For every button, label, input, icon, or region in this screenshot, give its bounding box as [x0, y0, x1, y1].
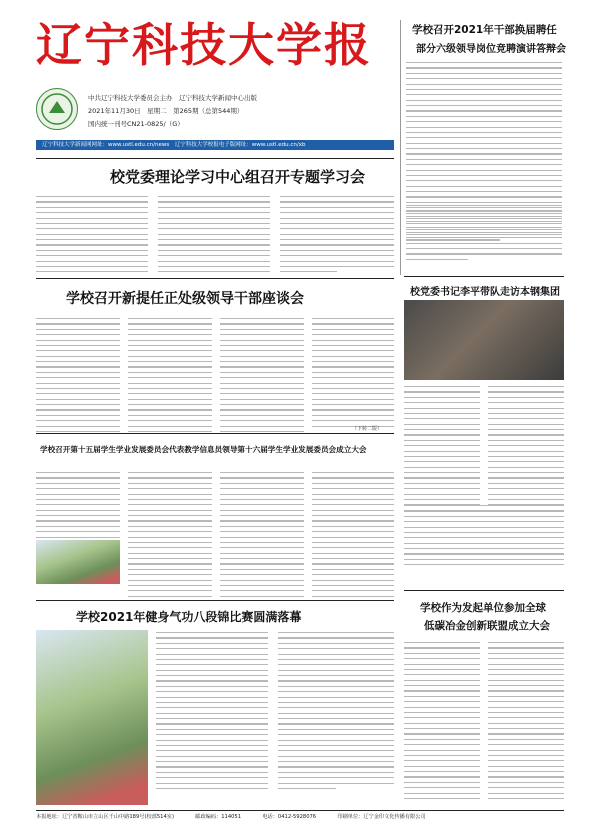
- congress-body-col-2: [128, 472, 212, 601]
- continued-note: （下转二版）: [352, 426, 383, 432]
- steel-body-col-2: [488, 386, 564, 515]
- rule: [36, 158, 394, 159]
- qigong-body-col-2: [278, 632, 394, 793]
- right-body-lower: [404, 505, 564, 570]
- congress-body-col-4: [312, 472, 394, 601]
- steel-body-col-1: [404, 386, 480, 515]
- cadres-body-col-1: [36, 318, 120, 436]
- congress-body-col-1: [36, 472, 120, 547]
- congress-body-col-3: [220, 472, 304, 601]
- footer-address: 本报地址：辽宁省鞍山市立山区千山中路189号(校部514室): [36, 814, 174, 820]
- top-right-title-1: 学校召开2021年干部换届聘任: [412, 24, 557, 36]
- alliance-body-col-2: [488, 642, 564, 803]
- masthead-title: 辽宁科技大学报: [36, 18, 372, 72]
- footer-phone: 电话：0412-5928076: [262, 814, 317, 820]
- footer: [36, 810, 564, 823]
- footer-postcode: 邮政编码：114051: [195, 814, 242, 820]
- qigong-photo: [36, 630, 148, 805]
- alliance-headline-1: 学校作为发起单位参加全球: [420, 602, 546, 614]
- cadres-body-col-2: [128, 318, 212, 436]
- qigong-headline: 学校2021年健身气功八段锦比赛圆满落幕: [76, 610, 302, 624]
- cadres-headline: 学校召开新提任正处级领导干部座谈会: [66, 291, 304, 307]
- steel-visit-photo: [404, 300, 564, 380]
- rule: [36, 278, 394, 279]
- newspaper-masthead: [36, 14, 396, 76]
- org-line: 中共辽宁科技大学委员会主办 辽宁科技大学新闻中心出版: [88, 94, 257, 102]
- issue-line: 2021年11月30日 星期二 第265期（总第544期）: [88, 107, 244, 115]
- alliance-body-col-1: [404, 642, 480, 803]
- cn-line: 国内统一刊号CN21-0825/（G）: [88, 120, 184, 128]
- congress-photo: [36, 540, 120, 584]
- cadres-body-col-3: [220, 318, 304, 436]
- main-body-col-3: [280, 196, 394, 277]
- cadres-body-col-4: [312, 318, 394, 431]
- column-divider: [400, 20, 401, 275]
- steel-headline: 校党委书记李平带队走访本钢集团: [410, 287, 560, 298]
- main-body-col-2: [158, 196, 270, 277]
- top-right-body-2: [406, 205, 562, 264]
- main-headline: 校党委理论学习中心组召开专题学习会: [110, 168, 366, 186]
- rule: [36, 433, 394, 434]
- rule: [36, 600, 394, 601]
- qigong-body-col-1: [156, 632, 268, 793]
- alliance-headline-2: 低碳冶金创新联盟成立大会: [424, 620, 550, 632]
- university-logo-icon: [36, 88, 78, 130]
- main-body-col-1: [36, 196, 148, 277]
- rule: [404, 276, 564, 277]
- congress-headline: 学校召开第十五届学生学业发展委员会代表教学信息员领导第十六届学生学业发展委员会成立大会: [40, 445, 367, 454]
- rule: [404, 590, 564, 591]
- website-bar[interactable]: 辽宁科技大学新闻网网址：www.ustl.edu.cn/news 辽宁科技大学校报电子版网址：www.ustl.edu.cn/xb: [36, 140, 394, 150]
- footer-printer: 印刷单位：辽宁金印文化传播有限公司: [337, 814, 426, 820]
- top-right-title-2: 部分六级领导岗位竞聘演讲答辩会: [416, 44, 566, 55]
